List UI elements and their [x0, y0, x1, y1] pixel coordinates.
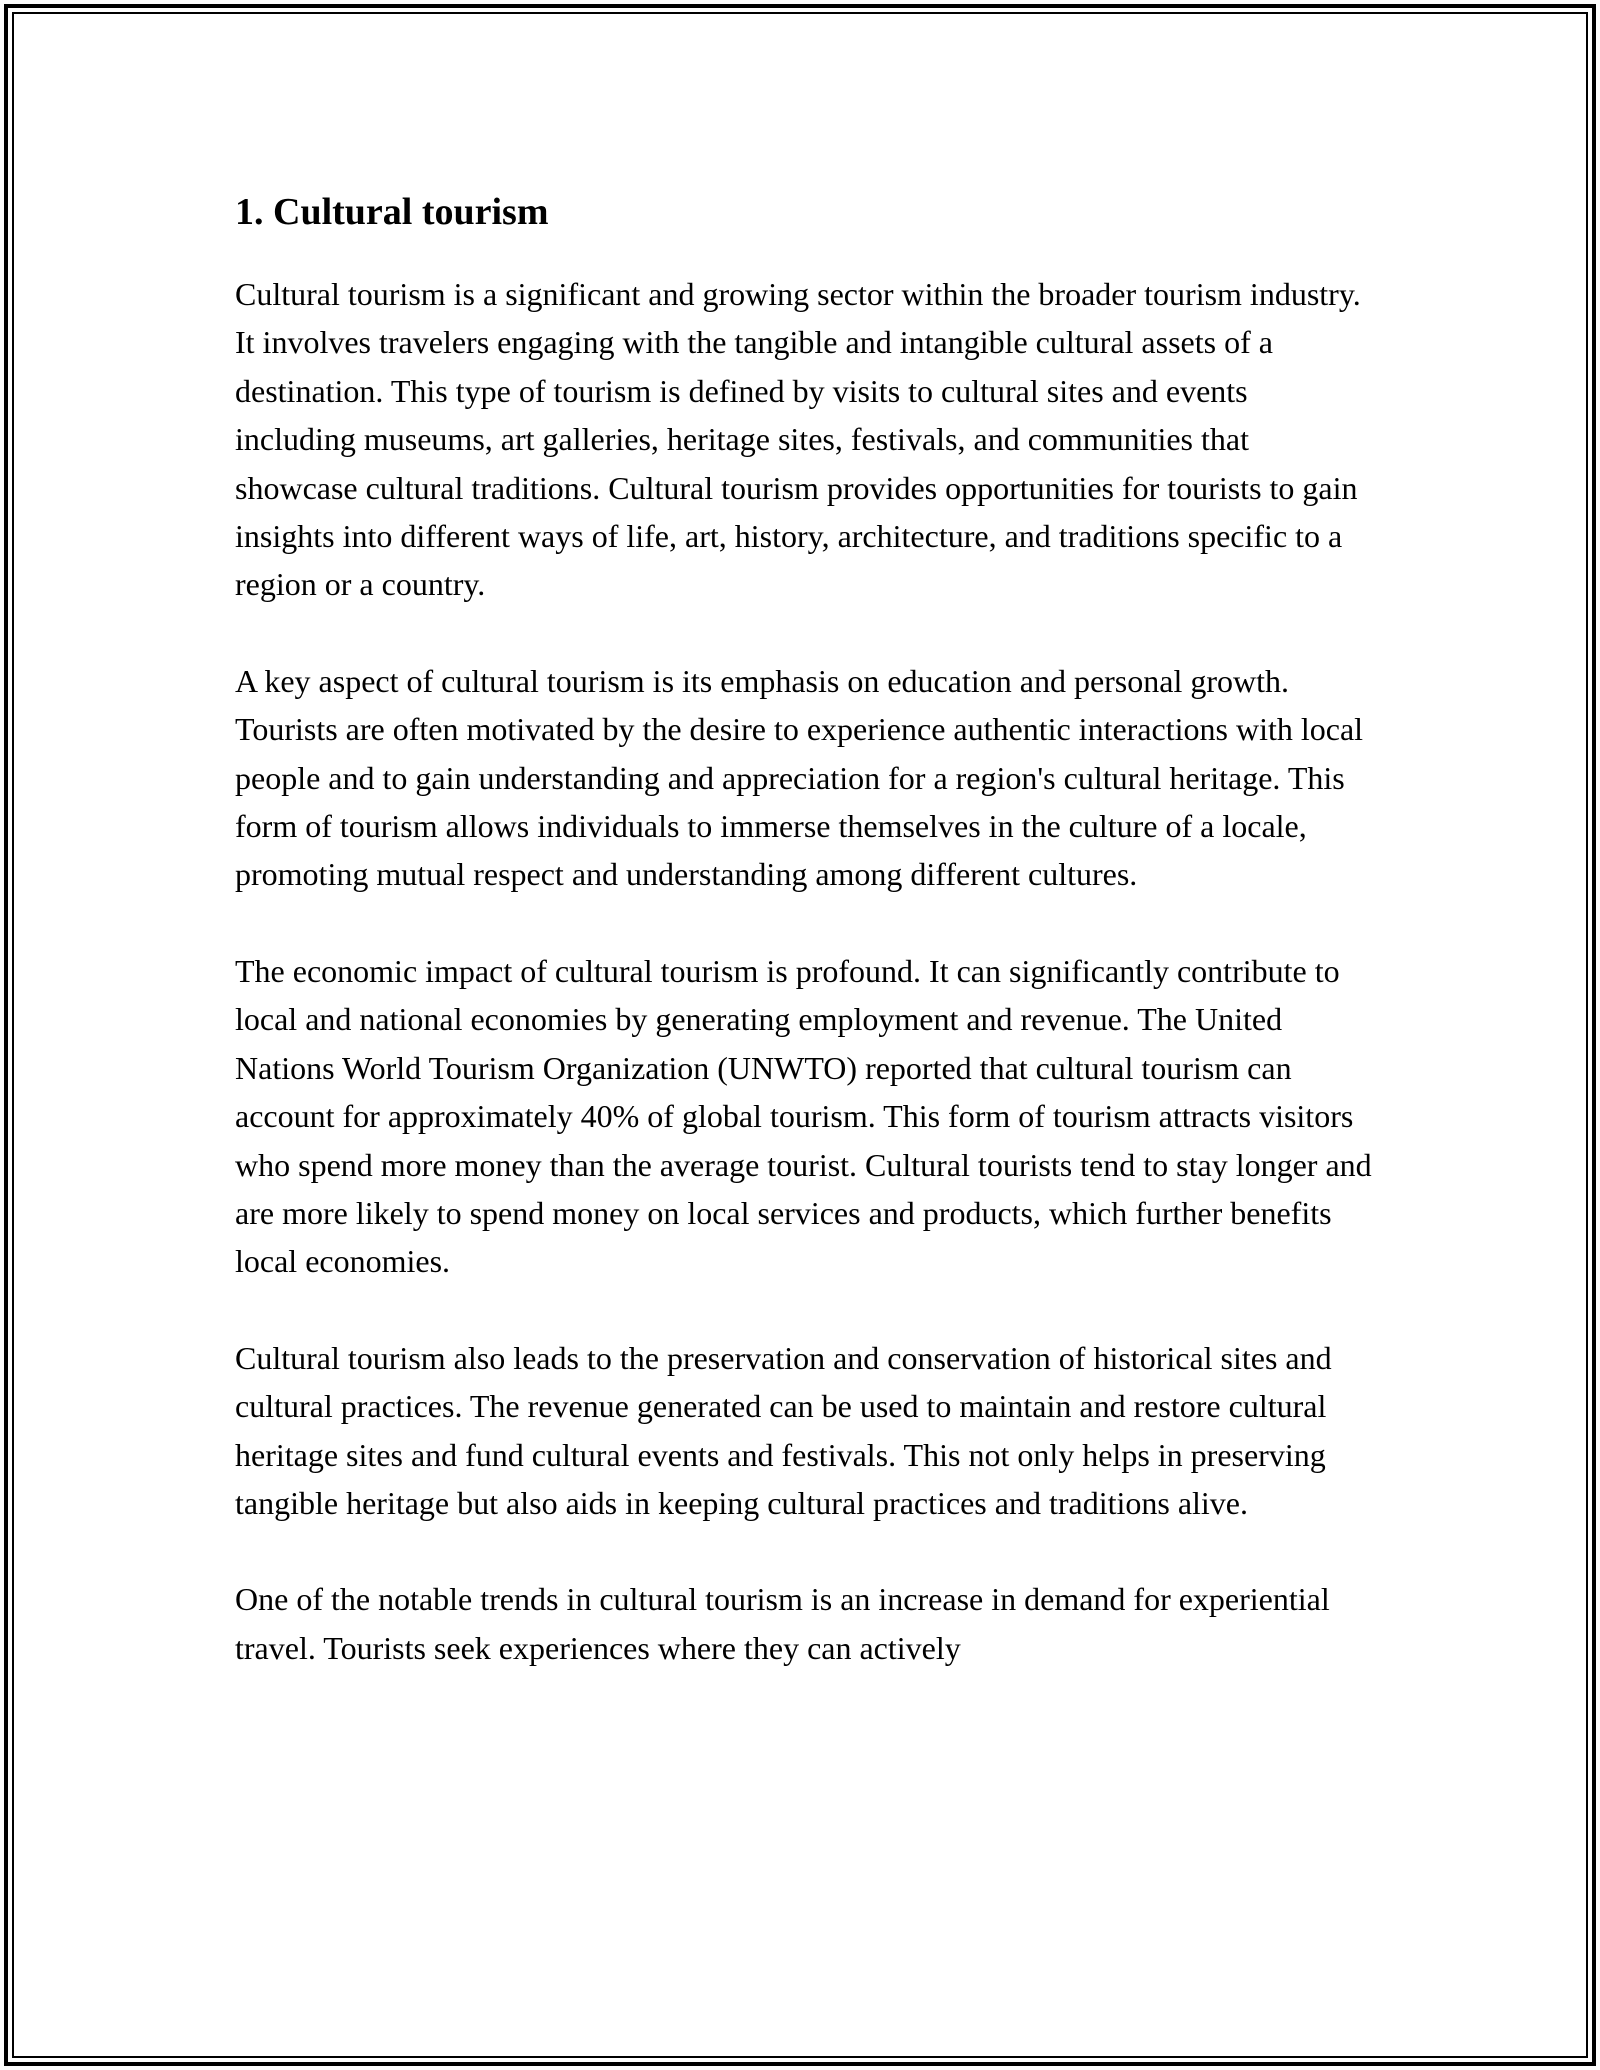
paragraph-4: Cultural tourism also leads to the preservation and conservation of historical sites and cultural practices. The revenue generated can be used to maintain and restore cultural heritage sites and fund cultural events and festivals. This not only helps in preserving tangible heritage but also aids in keeping cultural practices and traditions alive. [235, 1339, 1332, 1521]
paragraph-1: Cultural tourism is a significant and growing sector within the broader tourism industry. It involves travelers engaging with the tangible and intangible cultural assets of a destination. This type of tourism is defined by visits to cultural sites and events including museums, art galleries, heritage sites, festivals, and communities that showcase cultural traditions. Cultural tourism provides opportunities for tourists to gain insights into different ways of life, art, history, architecture, and traditions specific to a region or a country. [235, 276, 1361, 603]
paragraph-2: A key aspect of cultural tourism is its emphasis on education and personal growth. Tourists are often motivated by the desire to experience authentic interactions with local people and to gain understanding and appreciation for a region's cultural heritage. This form of tourism allows individuals to immerse themselves in the culture of a locale, promoting mutual respect and understanding among different cultures. [235, 662, 1364, 893]
document-body [235, 186, 1375, 1720]
paragraph-3: The economic impact of cultural tourism is profound. It can significantly contribute to local and national economies by generating employment and revenue. The United Nations World Tourism Organization (UNWTO) reported that cultural tourism can account for approximately 40% of global tourism. This form of tourism attracts visitors who spend more money than the average tourist. Cultural tourists tend to stay longer and are more likely to spend money on local services and products, which further benefits local economies. [235, 952, 1372, 1280]
paragraph-5: One of the notable trends in cultural tourism is an increase in demand for experiential travel. Tourists seek experiences where they can actively [235, 1581, 1330, 1666]
section-title: 1. Cultural tourism [235, 191, 549, 233]
